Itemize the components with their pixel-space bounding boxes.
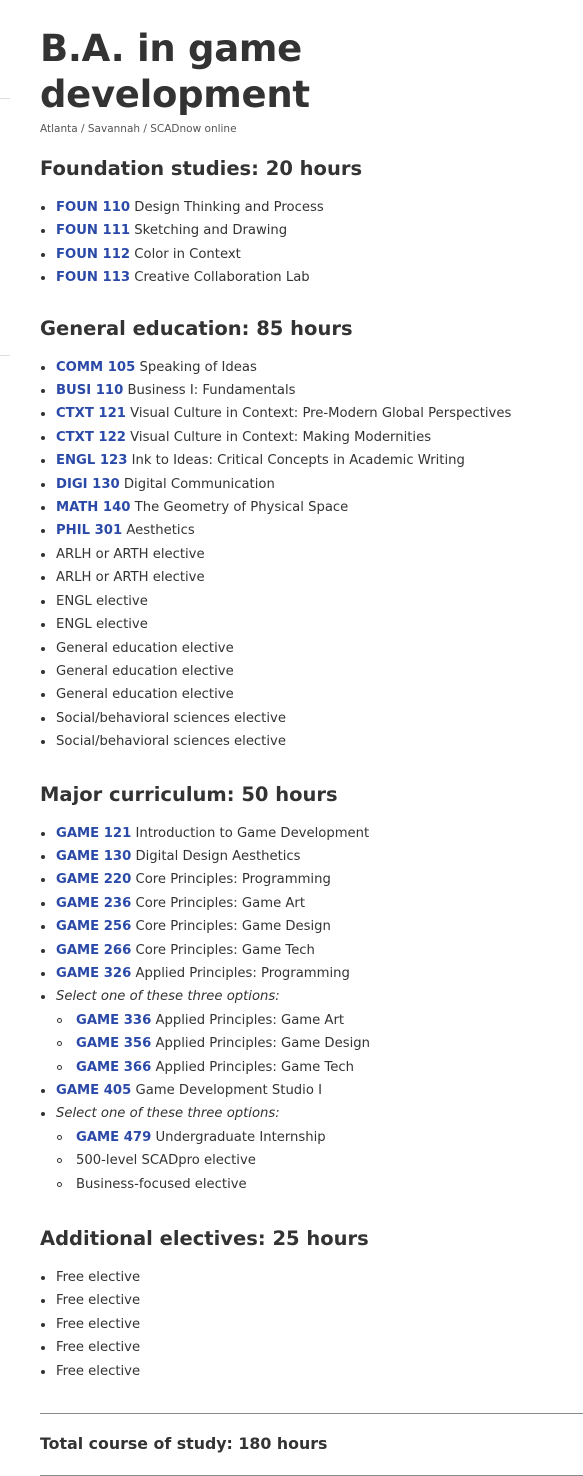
edge-mark <box>0 355 10 356</box>
course-code-link[interactable]: GAME 130 <box>56 848 132 864</box>
list-item <box>40 379 583 402</box>
list-item <box>40 496 583 519</box>
list-item <box>40 449 583 472</box>
list-item <box>40 822 583 845</box>
list-item <box>40 356 583 379</box>
elective-item: ENGL elective <box>40 613 583 636</box>
list-item <box>56 1126 583 1149</box>
course-code-link[interactable]: GAME 356 <box>76 1036 152 1052</box>
list-item <box>40 519 583 542</box>
course-code-link[interactable]: GAME 405 <box>56 1083 132 1098</box>
course-title: Core Principles: Game Tech <box>135 942 315 958</box>
list-item <box>40 473 583 496</box>
list-item <box>56 1009 583 1032</box>
course-code-link[interactable]: FOUN 110 <box>56 200 131 215</box>
list-item <box>40 243 583 266</box>
list-item <box>56 1032 583 1055</box>
foundation-course-list <box>40 196 583 290</box>
list-item <box>56 1056 583 1079</box>
elective-item: ARLH or ARTH elective <box>40 566 583 589</box>
course-title: Core Principles: Game Design <box>135 919 331 935</box>
course-title: Digital Communication <box>123 476 275 492</box>
course-code-link[interactable]: GAME 326 <box>56 965 132 981</box>
course-title: Business I: Fundamentals <box>127 383 296 399</box>
course-code-link[interactable]: FOUN 112 <box>56 246 131 262</box>
list-item <box>40 962 583 985</box>
elective-item: General education elective <box>40 660 583 683</box>
course-title: Applied Principles: Game Design <box>155 1036 370 1052</box>
course-code-link[interactable]: GAME 336 <box>76 1012 152 1028</box>
course-code-link[interactable]: GAME 256 <box>56 919 132 935</box>
option-group <box>40 985 583 1079</box>
course-code-link[interactable]: CTXT 122 <box>56 429 126 445</box>
section-heading-major-curriculum: Major curriculum: 50 hours <box>40 782 338 806</box>
course-title: Ink to Ideas: Critical Concepts in Academic Writing <box>131 453 465 469</box>
elective-item: General education elective <box>40 683 583 706</box>
course-title: Creative Collaboration Lab <box>134 270 310 286</box>
additional-electives-list <box>40 1266 583 1383</box>
elective-item: General education elective <box>40 637 583 660</box>
course-title: Sketching and Drawing <box>134 223 288 239</box>
list-item <box>40 892 583 915</box>
course-code-link[interactable]: ENGL 123 <box>56 453 128 469</box>
section-heading-general-education: General education: 85 hours <box>40 316 353 340</box>
course-title: Core Principles: Programming <box>135 872 331 888</box>
list-item <box>40 868 583 891</box>
list-item <box>40 219 583 242</box>
course-title: Visual Culture in Context: Pre-Modern Global Perspectives <box>130 406 512 422</box>
elective-item: Free elective <box>40 1266 583 1289</box>
page-title: B.A. in game development <box>40 27 310 116</box>
course-title: Applied Principles: Game Art <box>155 1012 345 1028</box>
elective-item: ARLH or ARTH elective <box>40 543 583 566</box>
course-code-link[interactable]: DIGI 130 <box>56 476 120 492</box>
campus-locations: Atlanta / Savannah / SCADnow online <box>40 123 237 135</box>
course-title: The Geometry of Physical Space <box>134 500 349 516</box>
option-group <box>40 1102 583 1196</box>
course-title: Digital Design Aesthetics <box>135 848 301 864</box>
course-code-link[interactable]: BUSI 110 <box>56 383 124 399</box>
course-title: Speaking of Ideas <box>139 359 257 375</box>
course-title: Introduction to Game Development <box>135 825 370 841</box>
elective-item: ENGL elective <box>40 590 583 613</box>
elective-item: Social/behavioral sciences elective <box>40 707 583 730</box>
course-code-link[interactable]: GAME 220 <box>56 872 132 888</box>
edge-mark <box>0 98 10 99</box>
list-item <box>40 1079 583 1102</box>
list-item <box>40 426 583 449</box>
list-item <box>40 196 583 219</box>
course-title: Aesthetics <box>126 523 195 539</box>
course-code-link[interactable]: FOUN 111 <box>56 223 131 239</box>
course-code-link[interactable]: GAME 236 <box>56 895 132 911</box>
list-item <box>40 266 583 289</box>
option-sublist <box>56 1126 583 1196</box>
elective-item: Free elective <box>40 1313 583 1336</box>
option-sublist <box>56 1009 583 1079</box>
major-course-list <box>40 822 583 1197</box>
list-item <box>40 402 583 425</box>
list-item <box>40 939 583 962</box>
course-code-link[interactable]: COMM 105 <box>56 359 136 375</box>
section-heading-additional-electives: Additional electives: 25 hours <box>40 1227 369 1251</box>
course-title: Visual Culture in Context: Making Modernities <box>130 429 432 445</box>
course-code-link[interactable]: MATH 140 <box>56 500 131 516</box>
course-title: Design Thinking and Process <box>134 200 324 215</box>
course-code-link[interactable]: FOUN 113 <box>56 270 131 286</box>
total-hours: Total course of study: 180 hours <box>40 1434 328 1454</box>
course-code-link[interactable]: GAME 479 <box>76 1129 152 1145</box>
elective-item: Free elective <box>40 1360 583 1383</box>
course-title: Undergraduate Internship <box>155 1129 326 1145</box>
course-title: Applied Principles: Game Tech <box>155 1059 354 1075</box>
course-title: Applied Principles: Programming <box>135 965 350 981</box>
course-title: Color in Context <box>134 246 241 262</box>
elective-item: Social/behavioral sciences elective <box>40 730 583 753</box>
elective-item: 500-level SCADpro elective <box>56 1149 583 1172</box>
elective-item: Free elective <box>40 1289 583 1312</box>
list-item <box>40 845 583 868</box>
course-code-link[interactable]: CTXT 121 <box>56 406 126 422</box>
general-education-course-list <box>40 356 583 754</box>
course-code-link[interactable]: GAME 121 <box>56 825 132 841</box>
course-title: Core Principles: Game Art <box>135 895 305 911</box>
elective-item: Business-focused elective <box>56 1173 583 1196</box>
option-group-label: Select one of these three options: <box>56 1106 280 1122</box>
list-item <box>40 915 583 938</box>
elective-item: Free elective <box>40 1336 583 1359</box>
section-heading-foundation: Foundation studies: 20 hours <box>40 157 363 180</box>
course-code-link[interactable]: GAME 266 <box>56 942 132 958</box>
course-code-link[interactable]: PHIL 301 <box>56 523 123 539</box>
option-group-label: Select one of these three options: <box>56 989 280 1005</box>
course-title: Game Development Studio I <box>135 1083 322 1098</box>
course-code-link[interactable]: GAME 366 <box>76 1059 152 1075</box>
